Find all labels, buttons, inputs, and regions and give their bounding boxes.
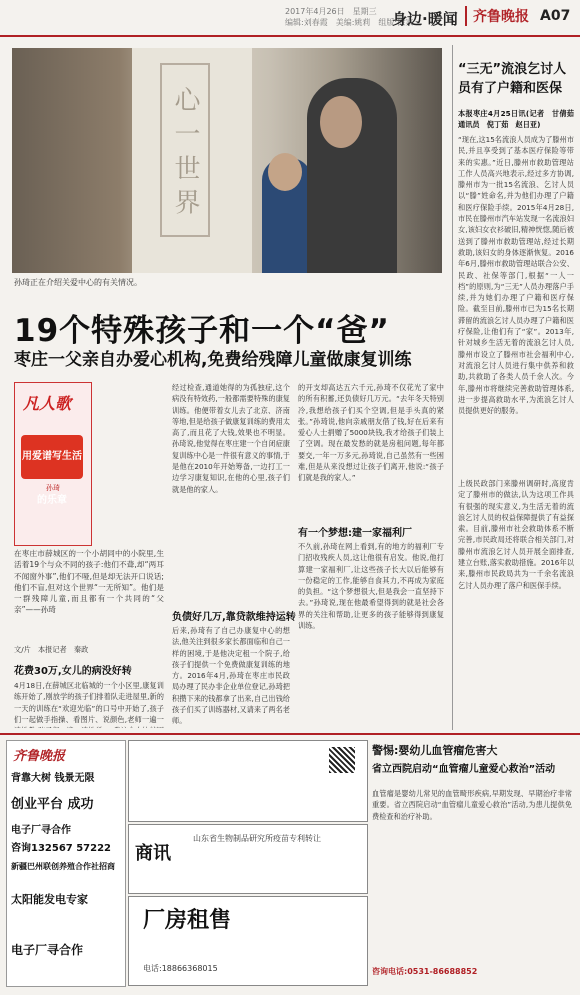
article-col-1: 4月18日,在薛城区北临城的一个小区里,康复训练开始了,刚放学的孩子们排着队走进屋里,新的一天的训练在“欢迎光临”的口号中开始了,孩子们一起做手指操、看图片、说颜色,老师一遍一	[14, 681, 164, 724]
ad-medical-right	[372, 740, 574, 985]
photo-sign: 心 一 世 界	[160, 63, 210, 237]
sidebar-headline: “三无”流浪乞讨人员有了户籍和医保	[458, 62, 567, 96]
date-line: 2017年4月26日 星期三	[285, 7, 377, 16]
promo-subtitle: 孙琦	[46, 484, 60, 492]
photo-child-head	[268, 153, 302, 191]
sub-headline: 枣庄一父亲自办爱心机构,免费给残障儿童做康复训练	[14, 350, 412, 370]
ad-box-bottom	[128, 896, 368, 986]
ad-left-line-5: 新疆巴州联创养殖合作社招商	[11, 862, 115, 871]
ad-classified-center	[128, 740, 368, 985]
ad-left-line-7: 电子厂寻合作	[11, 943, 84, 957]
article-col-3b: 不久前,孙琦在网上看到,有的地方的福利厂专门招收残疾人员,这让他很有启发。他说,他打算建一家福利厂,让这些孩子长大以后能够有一份稳定的工作,能够自食其力,不再成为家庭的负担。“这个梦想很大,但是我会一直坚持下去。”孙琦说,现在他最希望得到的就是社会各界的关注和帮助,让更多的孩子能够得到康复训练。	[298, 542, 444, 631]
ad-box-top	[128, 740, 368, 822]
ad-right-body: 血管瘤是婴幼儿常见的血管畸形疾病,早期发现、早期治疗非常重要。省立西院启动“血管瘤儿童爱心救治”活动,为患儿提供免费检查和治疗补助。	[372, 789, 572, 821]
page-number: A07	[540, 8, 571, 24]
ad-right-subtitle: 省立西院启动“血管瘤儿童爱心救治”活动	[372, 764, 556, 775]
main-photo	[12, 48, 442, 273]
sidebar-body-2: 上级民政部门来滕州调研时,高度肯定了滕州市的做法,认为这项工作具有很强的现实意义,为生活无着的流浪乞讨人员的权益保障提供了有益探索。目前,滕州市社会救助体系不断完善,市民政局还将联合相关部门,对滕州市流浪乞讨人员开展全面排查,建立台账,落实救助措施。2016年以来,滕州市民政局共为一千余名流浪乞讨人员办理了落户和医保手续。	[458, 479, 574, 590]
sidebar-body: “现在,这15名流浪人员成为了滕州市民,并且享受到了基本医疗保险等带来的实惠。”近日,滕州市救助管理站工作人员高兴地表示,经过多方协调,滕州市为一批15名流浪、乞讨人员以“滕”姓命名,并为他们办理了户籍和医疗保险手续。2015年4月28日,市民在滕州市汽车站发现一名流浪妇女,该妇女衣衫破旧,精神恍惚,随后被送到了滕州市救助管理站,经过长期救助,该妇女的身体逐渐恢复。2016年6月,滕州市救助管理站联合公安、民政、社保等部门,根据“一人一档”的原则,为“三无”人员办理落户手续,并为她们办理了户籍和医疗保险。截至目前,滕州市已为15名长期滞留的流浪乞讨人员办理了户籍和医疗保险,让他们有了“家”。2013年,针对城乡生活无着的流浪乞讨人员,滕州市设立了滕州市社会福利中心,对流浪乞讨人员进行集中供养和救助,共救助了各类人员千余人次。今年,滕州市将继续完善救助管理体系,进一步提高救助水平,为流浪乞讨人员提供更好的服务。	[458, 135, 574, 416]
ad-left-line-2: 创业平台 成功	[11, 797, 94, 812]
lead-paragraph: 在枣庄市薛城区的一个小胡同中的小院里,生活着19个与众不同的孩子:他们不聋,却“两耳不闻窗外事”,他们不哑,但是却无法开口说话;他们不盲,但对这个世界“一无所知”。他们是一群残障儿童,而且都有一个共同的“父亲”——孙琦	[14, 549, 164, 615]
section-heading-3: 有一个梦想:建一家福利厂	[298, 528, 412, 539]
article-col-2b: 后来,孙琦有了自己办康复中心的想法,他关注到很多家长都面临和自己一样的困境,于是他决定租一个院子,给孩子们提供一个免费做康复训练的地方。2016年4月,孙琦在枣庄市民政局办理了民办非企业单位登记,孙琦把积攒下来的钱都拿了出来,自己出钱给孩子们买了训练器材,又请来了两名老师。	[172, 626, 290, 726]
photo-caption: 孙琦正在介绍关爱中心的有关情况。	[14, 278, 142, 287]
promo-badge: 用爱谱写生活的乐章	[21, 435, 83, 479]
ad-box-mid	[128, 824, 368, 894]
ad-left-line-3: 电子厂寻合作	[11, 825, 71, 836]
ad-left-line-6: 太阳能发电专家	[11, 893, 88, 906]
ad-right-hotline: 咨询电话:0531-86688852	[372, 967, 478, 976]
editors-line: 编辑:刘春霞 美编:姚莉 组版:徐家	[285, 18, 414, 27]
photo-man-head	[320, 96, 362, 148]
sidebar-dateline: 本报枣庄4月25日讯(记者 甘倩茹 通讯员 倪丁茹 赵日亚)	[458, 109, 574, 130]
sidebar-divider	[452, 45, 453, 730]
section-heading-1: 花费30万,女儿的病没好转	[14, 666, 132, 677]
ad-right-title: 警惕:婴幼儿血管瘤危害大	[372, 744, 498, 757]
header-rule	[0, 35, 580, 37]
paper-logo: 齐鲁晚报	[465, 6, 529, 26]
column-promo-box	[14, 382, 92, 546]
qr-code-icon	[329, 747, 355, 773]
ads-rule	[0, 733, 580, 735]
promo-title: 凡人歌	[23, 394, 72, 413]
section-title: 身边·暖闻	[392, 10, 458, 28]
ad-left-line-4: 咨询132567 57222	[11, 843, 112, 854]
ad-classified-left	[6, 740, 126, 987]
article-col-3a: 的开支却高达五六千元,孙琦不仅花光了家中的所有积蓄,还负债好几万元。“去年冬天特别冷,我想给孩子们买个空调,但是手头真的紧张。”孙琦说,他向亲戚朋友借了钱,好在后来有爱心人士捐赠了5000块钱,我才给孩子们装上了空调。现在最发愁的就是房租问题,每年都要交,一年一万多元,孙琦说,自己虽然有一些困难,但是从来没想过让孩子们离开,他说:“孩子们就是我的家人。”	[298, 383, 444, 483]
byline: 文/片 本报记者 秦政	[14, 645, 89, 654]
ad-factory-title: 厂房租售	[143, 908, 232, 933]
ad-logo: 齐鲁晚报	[13, 749, 66, 764]
ad-shangxun: 商讯	[135, 843, 171, 864]
ad-left-line-1: 背靠大树 钱景无限	[11, 773, 95, 784]
ad-factory-phone: 电话:18866368015	[143, 964, 218, 973]
ad-vaccine-text: 山东省生物制品研究所疫苗专利转让	[193, 834, 321, 843]
main-headline: 19个特殊孩子和一个“爸”	[14, 313, 390, 349]
section-heading-2: 负债好几万,靠贷款维持运转	[172, 612, 296, 623]
article-col-2a: 经过检查,通道她得的为孤独症,这个病没有特效药,一般都需要特殊的康复训练。他便带着女儿去了北京、济南等地,但是给孩子做康复训练的费用太高了,而且花了大钱,效果也不明显。孙琦说,他觉得在枣庄建一个自闭症康复训练中心是一件很有意义的事情,于是他在2010年开始筹备,一边打工一边学习康复知识,在他的心里,孩子们就是他的家人。	[172, 383, 290, 494]
